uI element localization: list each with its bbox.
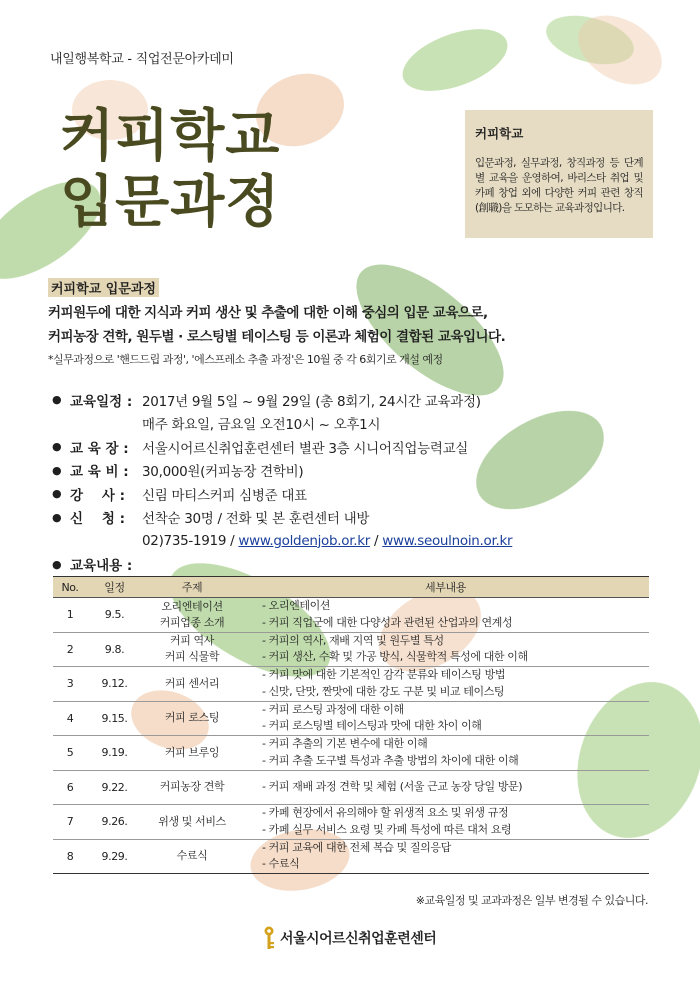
bullet-icon: ● xyxy=(52,440,62,454)
row-detail-line-1: - 커피 재배 과정 견학 및 체험 (서울 근교 농장 당일 방문) xyxy=(262,780,523,793)
intro-section xyxy=(48,278,668,367)
row-no: 2 xyxy=(53,632,87,667)
col-header-date: 일정 xyxy=(87,577,142,598)
info-box xyxy=(465,110,653,238)
contact-line xyxy=(52,533,512,549)
table-row xyxy=(53,805,649,840)
content-label: 교육내용 : xyxy=(70,558,133,575)
table-row xyxy=(53,736,649,771)
row-detail-line-1: - 커피 맛에 대한 기본적인 감각 분류와 테이스팅 방법 xyxy=(262,668,506,682)
bullet-icon: ● xyxy=(52,487,62,501)
row-detail-line-2: - 커피 로스팅별 테이스팅과 맛에 대한 차이 이해 xyxy=(262,719,482,733)
table-row xyxy=(53,632,649,667)
row-topic-line-2: 커피 식물학 xyxy=(164,650,220,664)
apply-value: 선착순 30명 / 전화 및 본 훈련센터 내방 xyxy=(142,511,370,528)
row-no: 4 xyxy=(53,701,87,736)
top-line: 내일행복학교 - 직업전문아카데미 xyxy=(50,52,234,67)
row-topic-line-1: 수료식 xyxy=(176,849,208,863)
bullet-icon: ● xyxy=(52,510,62,524)
row-no: 8 xyxy=(53,839,87,874)
table-row xyxy=(53,701,649,736)
col-header-detail: 세부내용 xyxy=(242,577,649,598)
seoulnoin-link[interactable]: www.seoulnoin.or.kr xyxy=(382,532,513,549)
table-row xyxy=(53,770,649,805)
schedule-value-2: 매주 화요일, 금요일 오전10시 ~ 오후1시 xyxy=(142,417,381,434)
info-row-schedule-2 xyxy=(52,412,512,436)
info-row-content xyxy=(52,553,512,577)
key-icon xyxy=(262,926,276,950)
row-detail-line-1: - 커피의 역사, 재배 지역 및 원두별 특성 xyxy=(262,633,444,647)
intro-line-1: 커피원두에 대한 지식과 커피 생산 및 추출에 대한 이해 중심의 입문 교육으로, xyxy=(48,305,488,321)
info-row-teacher xyxy=(52,482,512,506)
bullet-icon: ● xyxy=(52,393,62,407)
intro-note: *실무과정으로 '핸드드립 과정', '에스프레소 추출 과정'은 10월 중 각 6회기로 개설 예정 xyxy=(48,353,443,366)
row-detail-line-1: - 오리엔테이션 xyxy=(262,599,331,613)
row-topic-line-1: 커피 로스팅 xyxy=(164,711,220,725)
row-topic-line-1: 오리엔테이션 xyxy=(161,599,223,613)
bean-decoration xyxy=(566,2,674,99)
row-detail-line-2: - 신맛, 단맛, 짠맛에 대한 강도 구분 및 비교 테이스팅 xyxy=(262,684,505,698)
col-header-no: No. xyxy=(53,577,87,598)
goldenjob-link[interactable]: www.goldenjob.or.kr xyxy=(238,532,370,549)
table-header-row xyxy=(53,577,649,598)
page-title xyxy=(60,104,280,236)
place-value: 서울시어르신취업훈련센터 별관 3층 시니어직업능력교실 xyxy=(142,440,469,457)
info-row-contact xyxy=(52,529,512,553)
teacher-label: 강 사 : xyxy=(70,487,125,504)
title-line-2: 입문과정 xyxy=(60,170,281,235)
row-topic-line-1: 커피 역사 xyxy=(169,634,214,648)
row-topic xyxy=(142,736,242,771)
row-date: 9.29. xyxy=(87,839,142,874)
row-no: 1 xyxy=(53,598,87,633)
apply-phone: 02)735-1919 xyxy=(142,532,227,549)
row-detail xyxy=(242,839,649,874)
row-topic xyxy=(142,770,242,805)
fee-label: 교 육 비 : xyxy=(70,464,129,481)
schedule-table xyxy=(53,576,649,874)
place-label: 교 육 장 : xyxy=(70,440,129,457)
info-row-place xyxy=(52,435,512,459)
org-name: 서울시어르신취업훈련센터 xyxy=(280,931,437,947)
row-detail-line-2: - 카페 실무 서비스 요령 및 카페 특성에 따른 대처 요령 xyxy=(262,822,512,836)
row-detail-line-1: - 카페 현장에서 유의해야 할 위생적 요소 및 위생 규정 xyxy=(262,806,509,820)
row-date: 9.5. xyxy=(87,598,142,633)
intro-subtitle: 커피학교 입문과정 xyxy=(48,278,159,297)
row-topic-line-1: 커피 브루잉 xyxy=(164,745,220,759)
row-detail xyxy=(242,632,649,667)
row-topic xyxy=(142,701,242,736)
row-detail xyxy=(242,667,649,702)
row-detail-line-2: - 커피 추출 도구별 특성과 추출 방법의 차이에 대한 이해 xyxy=(262,753,519,767)
footnote: ※교육일정 및 교과과정은 일부 변경될 수 있습니다. xyxy=(415,894,648,907)
row-topic-line-2: 커피업종 소개 xyxy=(159,615,225,629)
row-date: 9.12. xyxy=(87,667,142,702)
row-topic-line-1: 커피농장 견학 xyxy=(159,780,225,794)
info-box-heading: 커피학교 xyxy=(475,126,524,141)
org-logo xyxy=(262,926,436,950)
schedule-label: 교육일정 : xyxy=(70,393,133,410)
row-topic-line-1: 커피 센서리 xyxy=(164,676,220,690)
info-row-fee xyxy=(52,459,512,483)
info-box-body: 입문과정, 실무과정, 창직과정 등 단계별 교육을 운영하여, 바리스타 취업 및 카페 창업 외에 다양한 커피 관련 창직(創職)을 도모하는 교육과정입니다. xyxy=(475,157,643,214)
row-topic xyxy=(142,632,242,667)
bullet-icon: ● xyxy=(52,557,62,571)
row-detail xyxy=(242,770,649,805)
row-date: 9.26. xyxy=(87,805,142,840)
info-list xyxy=(52,388,512,576)
separator: / xyxy=(373,532,379,549)
row-detail-line-2: - 커피 직업군에 대한 다양성과 관련된 산업과의 연계성 xyxy=(262,615,513,629)
title-line-1: 커피학교 xyxy=(60,104,281,169)
row-detail xyxy=(242,598,649,633)
bullet-icon: ● xyxy=(52,463,62,477)
row-date: 9.15. xyxy=(87,701,142,736)
row-no: 5 xyxy=(53,736,87,771)
schedule-value: 2017년 9월 5일 ~ 9월 29일 (총 8회기, 24시간 교육과정) xyxy=(142,393,481,410)
leaf-decoration xyxy=(394,17,515,103)
row-topic xyxy=(142,839,242,874)
row-detail-line-1: - 커피 교육에 대한 전체 복습 및 질의응답 xyxy=(262,840,451,854)
row-detail-line-1: - 커피 추출의 기본 변수에 대한 이해 xyxy=(262,737,428,751)
row-topic xyxy=(142,667,242,702)
teacher-value: 신림 마티스커피 심병준 대표 xyxy=(142,487,307,504)
row-topic xyxy=(142,805,242,840)
table-row xyxy=(53,667,649,702)
row-no: 3 xyxy=(53,667,87,702)
row-detail xyxy=(242,736,649,771)
apply-label: 신 청 : xyxy=(70,511,125,528)
row-detail-line-1: - 커피 로스팅 과정에 대한 이해 xyxy=(262,702,404,716)
row-date: 9.22. xyxy=(87,770,142,805)
row-detail xyxy=(242,805,649,840)
row-date: 9.19. xyxy=(87,736,142,771)
row-no: 6 xyxy=(53,770,87,805)
fee-value: 30,000원(커피농장 견학비) xyxy=(142,464,304,481)
table-row xyxy=(53,598,649,633)
info-row-apply xyxy=(52,506,512,530)
separator: / xyxy=(230,532,235,549)
row-detail xyxy=(242,701,649,736)
col-header-topic: 주제 xyxy=(142,577,242,598)
row-detail-line-2: - 커피 생산, 수확 및 가공 방식, 식물학적 특성에 대한 이해 xyxy=(262,650,528,664)
info-row-schedule xyxy=(52,388,512,412)
row-topic xyxy=(142,598,242,633)
row-no: 7 xyxy=(53,805,87,840)
table-row xyxy=(53,839,649,874)
row-date: 9.8. xyxy=(87,632,142,667)
row-topic-line-1: 위생 및 서비스 xyxy=(158,814,226,828)
intro-line-2: 커피농장 견학, 원두별 · 로스팅별 테이스팅 등 이론과 체험이 결합된 교육입니다. xyxy=(48,329,506,345)
row-detail-line-2: - 수료식 xyxy=(262,857,300,871)
